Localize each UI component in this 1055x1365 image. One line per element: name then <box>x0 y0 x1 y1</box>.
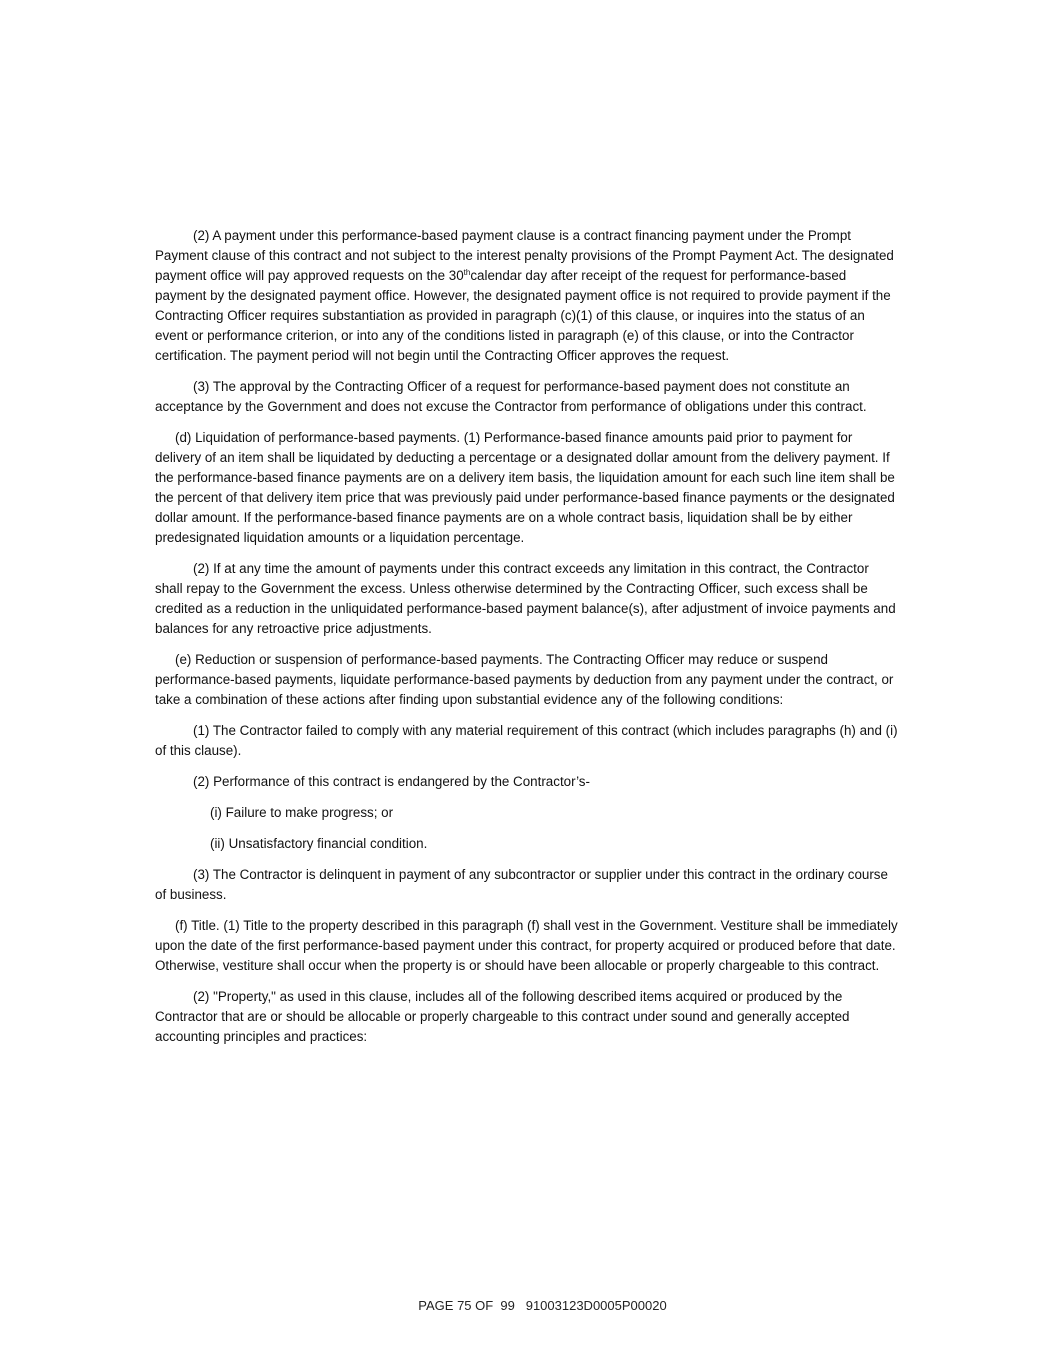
paragraph-e2: (2) Performance of this contract is endangered by the Contractor’s- <box>193 774 590 789</box>
paragraph-c2-before: (2) A payment under this performance-based payment clause is a contract financing payment under the Prompt Payment clause of this contract and not subject to the interest penalty provisions of the Prompt Payment Act. The designated payment office will pay approved requests on the 30 <box>155 228 894 283</box>
paragraph-d1: (d) Liquidation of performance-based payments. (1) Performance-based finance amounts paid prior to payment for delivery of an item shall be liquidated by deducting a percentage or a designated dollar amount from the delivery payment. If the performance-based finance payments are on a delivery item basis, the liquidation amount for each such line item shall be the percent of that delivery item price that was previously paid under performance-based finance payments or the designated dollar amount. If the performance-based finance payments are on a whole contract basis, liquidation shall be by either predesignated liquidation amounts or a liquidation percentage. <box>155 430 895 545</box>
paragraph-d2: (2) If at any time the amount of payments under this contract exceeds any limitation in this contract, the Contractor shall repay to the Government the excess. Unless otherwise determined by the Contracting Officer, such excess shall be credited as a reduction in the unliquidated performance-based payment balance(s), after adjustment of invoice payments and balances for any retroactive price adjustments. <box>155 561 896 636</box>
paragraph-f2: (2) "Property," as used in this clause, includes all of the following described items acquired or produced by the Contractor that are or should be allocable or properly chargeable to this contract under sound and generally accepted accounting principles and practices: <box>155 989 850 1044</box>
paragraph-e3: (3) The Contractor is delinquent in payment of any subcontractor or supplier under this contract in the ordinary course of business. <box>155 867 888 902</box>
paragraph-e2-i: (i) Failure to make progress; or <box>210 805 394 820</box>
document-body <box>155 226 900 1058</box>
paragraph-e: (e) Reduction or suspension of performance-based payments. The Contracting Officer may reduce or suspend performance-based payments, liquidate performance-based payments by deduction from any payment under the contract, or take a combination of these actions after finding upon substantial evidence any of the following conditions: <box>155 652 894 707</box>
paragraph-c2 <box>155 226 900 366</box>
paragraph-e2-ii: (ii) Unsatisfactory financial condition. <box>210 836 428 851</box>
paragraph-c2-after: calendar day after receipt of the request for performance-based payment by the designated payment office. However, the designated payment office is not required to provide payment if the Contracting Officer requires substantiation as provided in paragraph (c)(1) of this clause, or inquires into the status of an event or performance criterion, or into any of the conditions listed in paragraph (e) of this clause, or into the Contractor certification. The payment period will not begin until the Contracting Officer approves the request. <box>155 268 891 363</box>
paragraph-e1: (1) The Contractor failed to comply with any material requirement of this contract (which includes paragraphs (h) and (i) of this clause). <box>155 723 898 758</box>
page-footer: PAGE 75 OF 99 91003123D0005P00020 <box>418 1298 667 1313</box>
ordinal-suffix: th <box>463 268 471 277</box>
paragraph-c3: (3) The approval by the Contracting Officer of a request for performance-based payment does not constitute an acceptance by the Government and does not excuse the Contractor from performance of obligations under this contract. <box>155 379 867 414</box>
paragraph-f1: (f) Title. (1) Title to the property described in this paragraph (f) shall vest in the Government. Vestiture shall be immediately upon the date of the first performance-based payment under this contract, for property acquired or produced before that date. Otherwise, vestiture shall occur when the property is or should have been allocable or properly chargeable to this contract. <box>155 918 898 973</box>
